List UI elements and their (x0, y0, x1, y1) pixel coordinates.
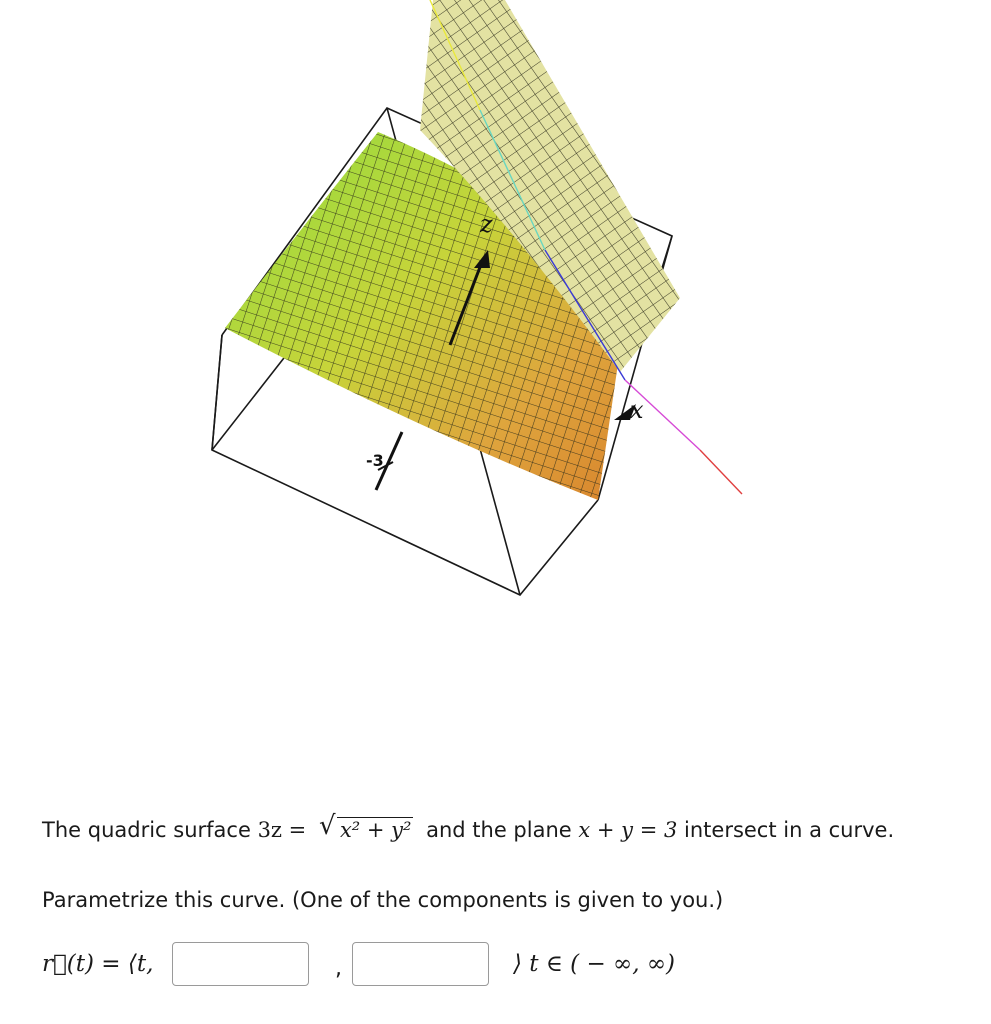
tick-label: -3 (366, 451, 384, 470)
z-component-input[interactable] (352, 942, 489, 986)
x-axis-label: x (630, 396, 644, 424)
problem-statement (42, 811, 895, 844)
surface-lhs: 3z = (257, 818, 313, 842)
vector-label: r⃗(t) = ⟨t, (42, 951, 154, 977)
radicand: x² + y² (337, 817, 414, 842)
sqrt-expression: √ x² + y² (318, 811, 412, 842)
domain-text: ⟩ t ∈ ( − ∞, ∞) (513, 951, 675, 977)
plane-equation: x + y = 3 (578, 818, 678, 842)
y-component-input[interactable] (172, 942, 309, 986)
intro-text: The quadric surface (42, 818, 258, 842)
end-text: intersect in a curve. (677, 818, 895, 842)
middle-text: and the plane (419, 818, 579, 842)
z-axis-label: z (480, 210, 493, 238)
component-separator: , (335, 956, 342, 981)
instruction-text: Parametrize this curve. (One of the components is given to you.) (42, 888, 724, 912)
